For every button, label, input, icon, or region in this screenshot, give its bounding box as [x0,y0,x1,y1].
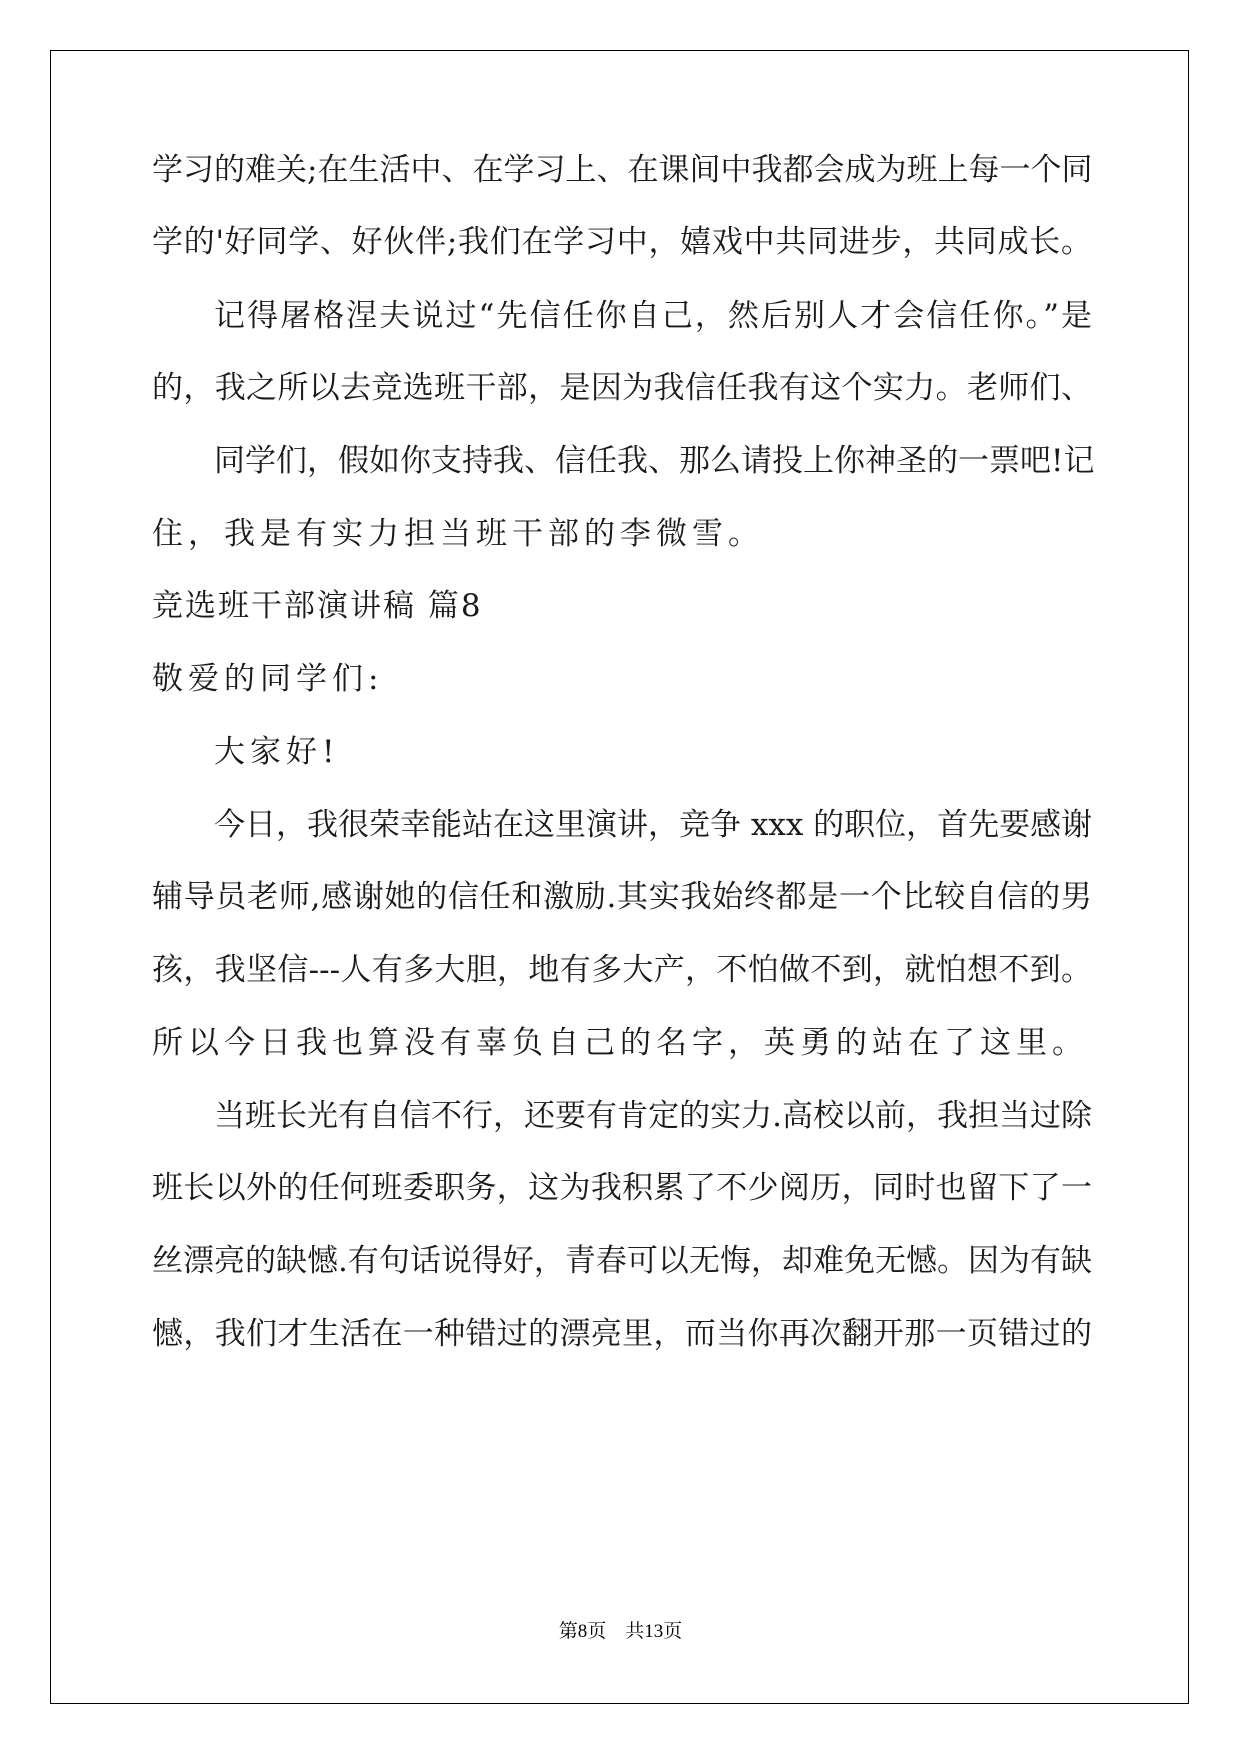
text-line: 所以今日我也算没有辜负自己的名字，英勇的站在了这里。 [152,1025,1088,1061]
salutation: 敬爱的同学们: [152,661,384,697]
text-line: 孩，我坚信---人有多大胆，地有多大产，不怕做不到，就怕想不到。 [152,952,1092,988]
paragraph-start: 记得屠格涅夫说过“先信任你自己，然后别人才会信任你。”是 [214,298,1092,334]
page-number-footer: 第8页 共13页 [558,1621,683,1642]
section-heading: 竞选班干部演讲稿 篇8 [152,588,483,624]
text-line: 的，我之所以去竞选班干部，是因为我信任我有这个实力。老师们、 [152,370,1092,406]
text-line: 学的'好同学、好伙伴;我们在学习中，嬉戏中共同进步，共同成长。 [152,224,1092,260]
text-line: 学习的难关;在生活中、在学习上、在课间中我都会成为班上每一个同 [152,152,1093,188]
text-line: 辅导员老师,感谢她的信任和激励.其实我始终都是一个比较自信的男 [152,879,1092,915]
text-line: 丝漂亮的缺憾.有句话说得好，青春可以无悔，却难免无憾。因为有缺 [152,1243,1092,1279]
text-line: 憾，我们才生活在一种错过的漂亮里，而当你再次翻开那一页错过的 [152,1316,1092,1352]
text-line: 班长以外的任何班委职务，这为我积累了不少阅历，同时也留下了一 [152,1170,1092,1206]
paragraph-start: 当班长光有自信不行，还要有肯定的实力.高校以前，我担当过除 [214,1098,1092,1134]
paragraph-start: 同学们，假如你支持我、信任我、那么请投上你神圣的一票吧!记 [214,443,1095,479]
paragraph-start: 今日，我很荣幸能站在这里演讲，竞争 xxx 的职位，首先要感谢 [214,807,1093,843]
text-line: 住，我是有实力担当班干部的李微雪。 [152,516,764,552]
greeting: 大家好! [214,734,340,770]
